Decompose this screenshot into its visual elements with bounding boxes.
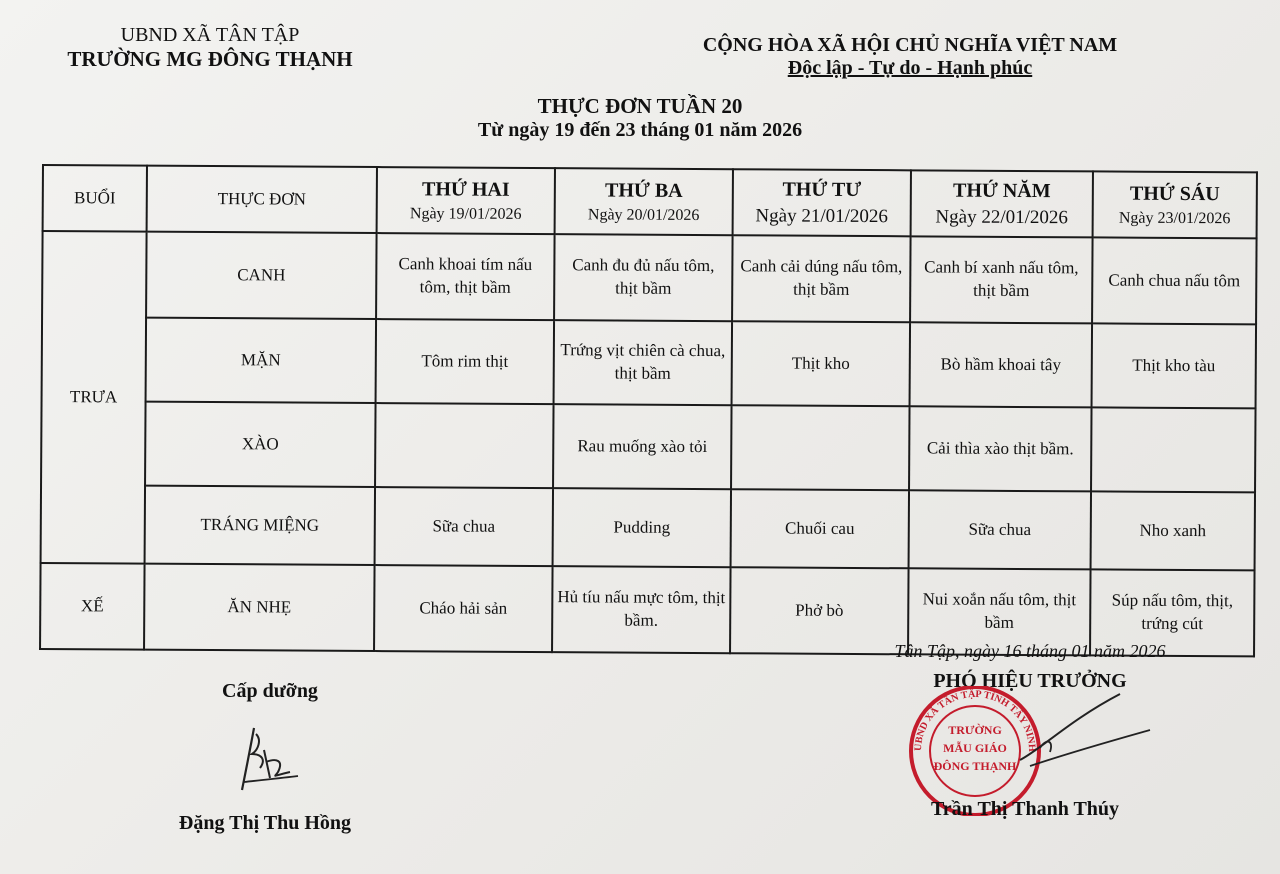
menu-cell: Cháo hải sản — [374, 565, 553, 652]
day-name: THỨ NĂM — [952, 179, 1051, 202]
row-label: MẶN — [146, 318, 377, 403]
menu-cell: Phở bò — [730, 567, 909, 654]
day-date: Ngày 23/01/2026 — [1118, 209, 1231, 227]
cook-title: Cấp dưỡng — [222, 680, 318, 702]
menu-cell: Sữa chua — [909, 490, 1091, 569]
menu-cell: Pudding — [553, 488, 731, 567]
cook-signature-icon — [232, 720, 312, 800]
header-menu: THỰC ĐƠN — [147, 166, 377, 233]
document-subtitle: Từ ngày 19 đến 23 tháng 01 năm 2026 — [477, 119, 803, 141]
table-row — [42, 231, 1257, 324]
national-header — [690, 34, 1130, 80]
table-row — [41, 485, 1255, 570]
seal-line: ĐÔNG THẠNH — [933, 759, 1017, 773]
place-date: Tân Tập, ngày 16 tháng 01 năm 2026 — [894, 641, 1166, 661]
weekly-menu-table — [39, 164, 1258, 657]
table-header-row — [43, 165, 1257, 238]
vice-principal-signature-icon — [1010, 690, 1160, 780]
header-day — [555, 168, 733, 235]
seal-line: MẪU GIÁO — [943, 741, 1007, 755]
day-date: Ngày 22/01/2026 — [935, 206, 1068, 228]
menu-cell: Canh cải dúng nấu tôm, thịt bầm — [732, 235, 911, 322]
menu-cell: Súp nấu tôm, thịt, trứng cút — [1090, 569, 1255, 656]
menu-cell: Canh khoai tím nấu tôm, thịt bầm — [376, 233, 555, 320]
menu-cell: Thịt kho — [732, 321, 911, 406]
day-date: Ngày 20/01/2026 — [587, 206, 700, 224]
menu-cell — [375, 403, 554, 488]
session-lunch: TRƯA — [41, 231, 147, 564]
session-afternoon: XẾ — [40, 563, 145, 650]
header-session: BUỔI — [43, 165, 147, 232]
national-motto: Độc lập - Tự do - Hạnh phúc — [787, 57, 1033, 79]
menu-cell: Bò hầm khoai tây — [910, 322, 1093, 407]
day-name: THỨ BA — [604, 179, 683, 202]
menu-cell: Rau muống xào tỏi — [553, 404, 732, 489]
menu-cell: Cải thìa xào thịt bầm. — [909, 406, 1092, 491]
day-date: Ngày 19/01/2026 — [409, 204, 522, 223]
day-date: Ngày 21/01/2026 — [755, 205, 888, 227]
header-day — [733, 169, 911, 236]
commune-name: UBND XÃ TÂN TẬP — [120, 24, 300, 46]
header-day — [911, 170, 1093, 237]
menu-cell: Tôm rim thịt — [376, 319, 555, 404]
day-name: THỨ SÁU — [1129, 182, 1220, 205]
menu-cell: Chuối cau — [731, 489, 909, 568]
menu-cell: Hủ tíu nấu mực tôm, thịt bầm. — [552, 566, 731, 653]
menu-cell: Sữa chua — [375, 487, 553, 566]
menu-cell: Canh đu đủ nấu tôm, thịt bầm — [554, 234, 733, 321]
table-row — [42, 317, 1256, 408]
row-label: ĂN NHẸ — [144, 564, 375, 651]
day-name: THỨ HAI — [421, 178, 510, 201]
seal-line: TRƯỜNG — [948, 723, 1002, 737]
menu-cell: Trứng vịt chiên cà chua, thịt bầm — [554, 320, 733, 405]
table-row — [41, 401, 1255, 492]
seal-ring-text: UBND XÃ TÂN TẬP TỈNH TÂY NINH — [912, 688, 1038, 753]
vice-principal-title: PHÓ HIỆU TRƯỞNG — [933, 670, 1127, 692]
row-label: CANH — [146, 232, 377, 319]
row-label: XÀO — [145, 402, 376, 487]
menu-cell: Nui xoắn nấu tôm, thịt bầm — [908, 568, 1091, 655]
menu-cell: Canh bí xanh nấu tôm, thịt bầm — [910, 236, 1093, 323]
document-title: THỰC ĐƠN TUẦN 20 — [537, 94, 743, 118]
cook-name: Đặng Thị Thu Hồng — [178, 812, 352, 834]
vice-principal-name: Trần Thị Thanh Thúy — [930, 798, 1120, 820]
header-day — [377, 167, 555, 234]
document-title-block — [420, 94, 860, 142]
row-label: TRÁNG MIỆNG — [145, 486, 375, 565]
menu-cell: Thịt kho tàu — [1092, 323, 1257, 408]
menu-cell — [731, 405, 910, 490]
header-day — [1093, 171, 1257, 238]
menu-cell — [1091, 407, 1256, 492]
menu-cell: Canh chua nấu tôm — [1092, 237, 1257, 324]
national-title: CỘNG HÒA XÃ HỘI CHỦ NGHĨA VIỆT NAM — [702, 34, 1118, 56]
menu-cell: Nho xanh — [1091, 491, 1255, 570]
school-header — [60, 24, 360, 72]
school-name: TRƯỜNG MG ĐÔNG THẠNH — [67, 47, 353, 71]
day-name: THỨ TƯ — [782, 178, 862, 201]
